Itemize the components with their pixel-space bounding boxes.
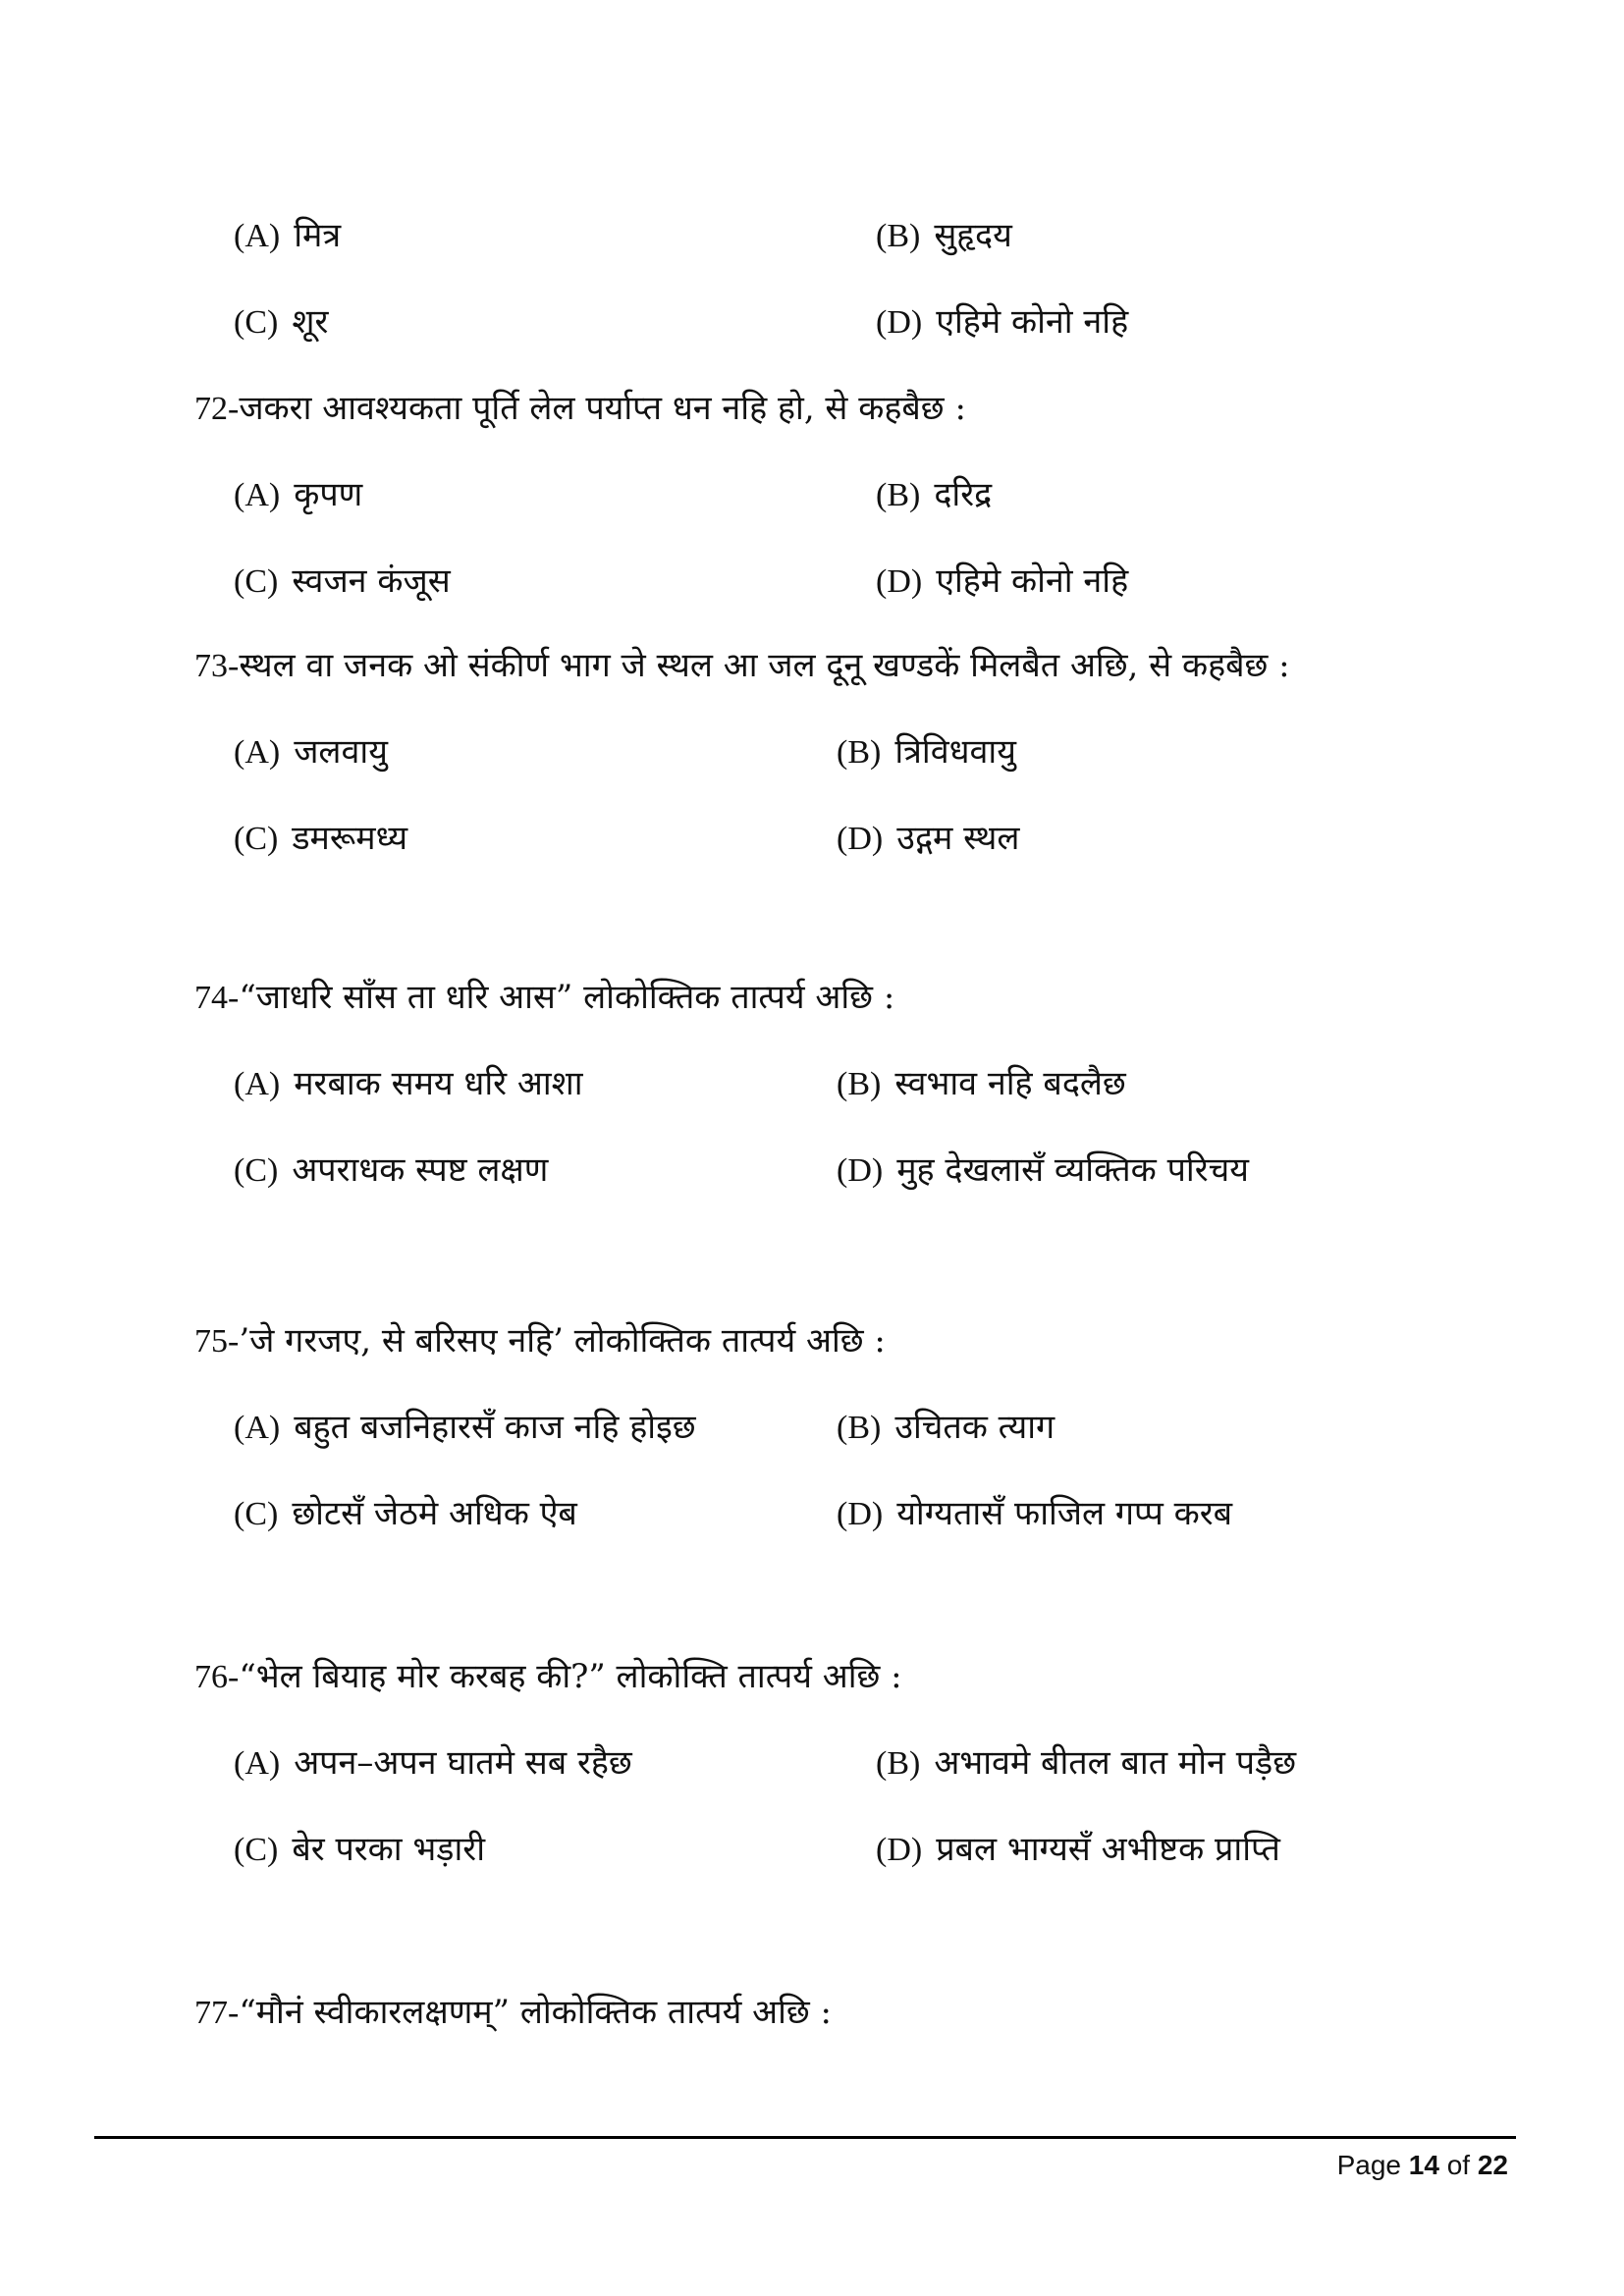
option-label: (C)	[234, 1496, 279, 1532]
option-text: मुह देखलासँ व्यक्तिक परिचय	[896, 1150, 1249, 1190]
option-a	[234, 730, 388, 774]
question-number: 73-	[194, 648, 240, 684]
option-label: (D)	[837, 821, 884, 857]
option-text: प्रबल भाग्यसँ अभीष्टक प्राप्ति	[936, 1830, 1280, 1869]
option-text: एहिमे कोनो नहि	[936, 561, 1129, 601]
option-label: (A)	[234, 218, 281, 254]
option-text: अपन–अपन घातमे सब रहैछ	[294, 1743, 632, 1783]
option-label: (B)	[837, 734, 882, 771]
question-number: 72-	[194, 391, 240, 427]
option-text: जलवायु	[294, 732, 388, 772]
option-label: (A)	[234, 1410, 281, 1446]
question-text: स्थल वा जनक ओ संकीर्ण भाग जे स्थल आ जल दूनू खण्डकें मिलबैत अछि, से कहबैछ :	[239, 646, 1290, 685]
option-text: स्वभाव नहि बदलैछ	[894, 1064, 1126, 1103]
of-word: of	[1446, 2150, 1471, 2180]
option-text: उद्गम स्थल	[896, 819, 1020, 858]
option-label: (D)	[876, 304, 923, 341]
question-number: 75-	[194, 1323, 240, 1360]
option-a	[234, 473, 362, 517]
footer-divider	[94, 2136, 1516, 2139]
page-number	[1337, 2150, 1508, 2181]
option-c	[234, 1828, 485, 1872]
question-text: जकरा आवश्यकता पूर्ति लेल पर्याप्त धन नहि हो, से कहबैछ :	[239, 389, 966, 428]
question-77	[194, 1991, 832, 2035]
option-c	[234, 1148, 548, 1193]
option-text: शूर	[292, 302, 329, 342]
option-label: (B)	[876, 1745, 921, 1782]
option-text: दरिद्र	[934, 475, 993, 514]
option-d	[837, 1492, 1232, 1536]
option-label: (A)	[234, 1745, 281, 1782]
option-a	[234, 214, 341, 258]
option-label: (C)	[234, 821, 279, 857]
option-text: बेर परका भड़ारी	[292, 1830, 486, 1869]
option-text: कृपण	[294, 475, 363, 514]
option-label: (C)	[234, 304, 279, 341]
option-c	[234, 817, 407, 861]
option-label: (C)	[234, 563, 279, 600]
option-label: (B)	[876, 477, 921, 513]
option-label: (A)	[234, 1066, 281, 1102]
question-number: 76-	[194, 1659, 240, 1695]
option-d	[876, 300, 1128, 345]
option-text: सुहृदय	[934, 216, 1012, 255]
option-b	[876, 214, 1012, 258]
option-b	[837, 730, 1016, 774]
option-label: (C)	[234, 1152, 279, 1189]
option-text: योग्यतासँ फाजिल गप्प करब	[896, 1494, 1233, 1533]
question-number: 77-	[194, 1995, 240, 2031]
option-a	[234, 1406, 696, 1450]
question-76	[194, 1655, 902, 1699]
question-text: “जाधरि साँस ता धरि आस” लोकोक्तिक तात्पर्य अछि :	[239, 978, 895, 1017]
question-73	[194, 644, 1290, 688]
option-text: उचितक त्याग	[894, 1408, 1056, 1447]
page-total: 22	[1477, 2150, 1508, 2180]
option-d	[837, 1148, 1249, 1193]
question-text: “भेल बियाह मोर करबह की?” लोकोक्ति तात्पर्य अछि :	[239, 1657, 902, 1696]
option-text: मरबाक समय धरि आशा	[294, 1064, 583, 1103]
option-c	[234, 1492, 577, 1536]
option-label: (A)	[234, 734, 281, 771]
page-word: Page	[1336, 2150, 1401, 2180]
option-text: बहुत बजनिहारसँ काज नहि होइछ	[294, 1408, 696, 1447]
option-b	[837, 1406, 1055, 1450]
option-text: डमरूमध्य	[292, 819, 408, 858]
option-label: (D)	[837, 1496, 884, 1532]
option-b	[876, 1741, 1296, 1786]
option-text: अभावमे बीतल बात मोन पड़ैछ	[934, 1743, 1297, 1783]
option-label: (B)	[837, 1066, 882, 1102]
option-text: छोटसँ जेठमे अधिक ऐब	[292, 1494, 577, 1533]
option-d	[876, 560, 1128, 604]
option-text: मित्र	[294, 216, 342, 255]
option-label: (C)	[234, 1832, 279, 1868]
option-b	[837, 1062, 1126, 1106]
option-label: (D)	[876, 1832, 923, 1868]
option-text: अपराधक स्पष्ट लक्षण	[292, 1150, 549, 1190]
question-72	[194, 387, 966, 431]
option-b	[876, 473, 992, 517]
question-74	[194, 976, 894, 1020]
page-current: 14	[1408, 2150, 1439, 2180]
question-text: “मौनं स्वीकारलक्षणम्” लोकोक्तिक तात्पर्य अछि :	[239, 1993, 832, 2032]
option-text: त्रिविधवायु	[894, 732, 1016, 772]
option-text: एहिमे कोनो नहि	[936, 302, 1129, 342]
option-label: (A)	[234, 477, 281, 513]
option-a	[234, 1741, 632, 1786]
option-label: (D)	[876, 563, 923, 600]
option-d	[876, 1828, 1280, 1872]
option-d	[837, 817, 1019, 861]
question-text: ’जे गरजए, से बरिसए नहि’ लोकोक्तिक तात्पर्य अछि :	[239, 1321, 886, 1361]
option-text: स्वजन कंजूस	[292, 561, 451, 601]
question-number: 74-	[194, 980, 240, 1016]
option-a	[234, 1062, 583, 1106]
option-label: (D)	[837, 1152, 884, 1189]
option-label: (B)	[876, 218, 921, 254]
question-75	[194, 1319, 886, 1363]
option-c	[234, 300, 328, 345]
option-c	[234, 560, 451, 604]
option-label: (B)	[837, 1410, 882, 1446]
